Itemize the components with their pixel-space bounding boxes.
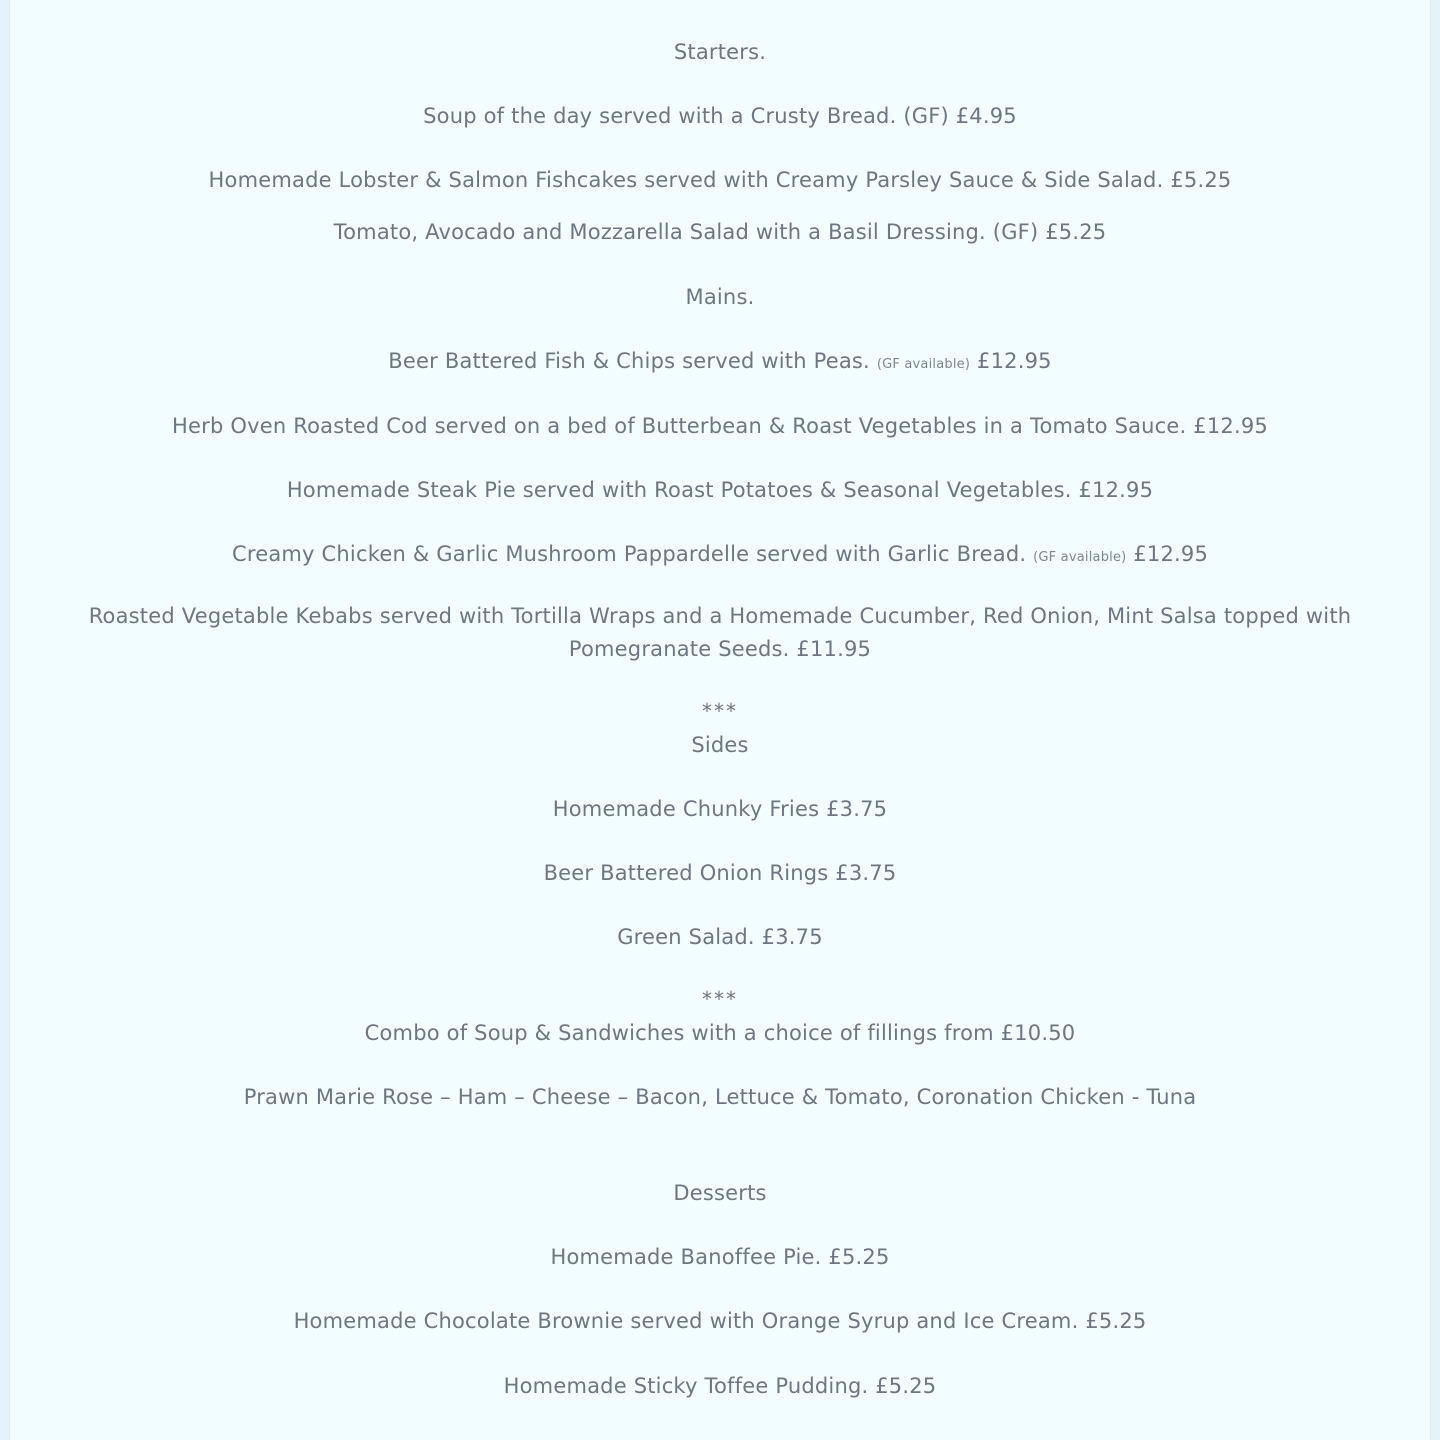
main-item-kebabs: Roasted Vegetable Kebabs served with Tortilla Wraps and a Homemade Cucumber, Red Onion, Mint Salsa topped with Pomegranate Seeds. £11.95 <box>88 604 1352 661</box>
starter-item: Homemade Lobster & Salmon Fishcakes served with Creamy Parsley Sauce & Side Salad. £5.25 <box>208 168 1232 192</box>
dessert-item: Homemade Chocolate Brownie served with Orange Syrup and Ice Cream. £5.25 <box>293 1309 1147 1333</box>
side-item: Beer Battered Onion Rings £3.75 <box>543 861 897 885</box>
starter-item: Soup of the day served with a Crusty Bread. (GF) £4.95 <box>423 104 1017 128</box>
main-item-price: £12.95 <box>1133 542 1209 566</box>
combo-title: Combo of Soup & Sandwiches with a choice of fillings from £10.50 <box>364 1021 1076 1045</box>
gf-note: (GF available) <box>1033 550 1127 565</box>
dessert-item: Homemade Sticky Toffee Pudding. £5.25 <box>503 1374 937 1398</box>
main-item-fish-chips <box>10 344 1430 382</box>
desserts-heading: Desserts <box>673 1181 767 1205</box>
main-item-steak-pie: Homemade Steak Pie served with Roast Potatoes & Seasonal Vegetables. £12.95 <box>286 478 1154 502</box>
sides-heading: Sides <box>691 733 749 757</box>
side-item: Green Salad. £3.75 <box>617 925 823 949</box>
main-item-price: £12.95 <box>977 349 1052 373</box>
combo-fillings: Prawn Marie Rose – Ham – Cheese – Bacon, Lettuce & Tomato, Coronation Chicken - Tuna <box>243 1085 1197 1109</box>
menu-page <box>9 0 1431 1440</box>
main-item-pappardelle <box>10 537 1430 575</box>
dessert-item: Homemade Banoffee Pie. £5.25 <box>550 1245 890 1269</box>
main-item-text: Beer Battered Fish & Chips served with Peas. <box>388 349 870 373</box>
starter-item: Tomato, Avocado and Mozzarella Salad with a Basil Dressing. (GF) £5.25 <box>333 220 1107 244</box>
separator: *** <box>702 699 738 723</box>
separator: *** <box>702 987 738 1011</box>
starters-heading: Starters. <box>673 40 767 64</box>
main-item-text: Creamy Chicken & Garlic Mushroom Pappardelle served with Garlic Bread. <box>231 542 1027 566</box>
gf-note: (GF available) <box>876 357 971 372</box>
mains-heading: Mains. <box>685 285 755 309</box>
main-item-cod: Herb Oven Roasted Cod served on a bed of Butterbean & Roast Vegetables in a Tomato Sauce. £12.95 <box>172 414 1268 438</box>
side-item: Homemade Chunky Fries £3.75 <box>552 797 888 821</box>
